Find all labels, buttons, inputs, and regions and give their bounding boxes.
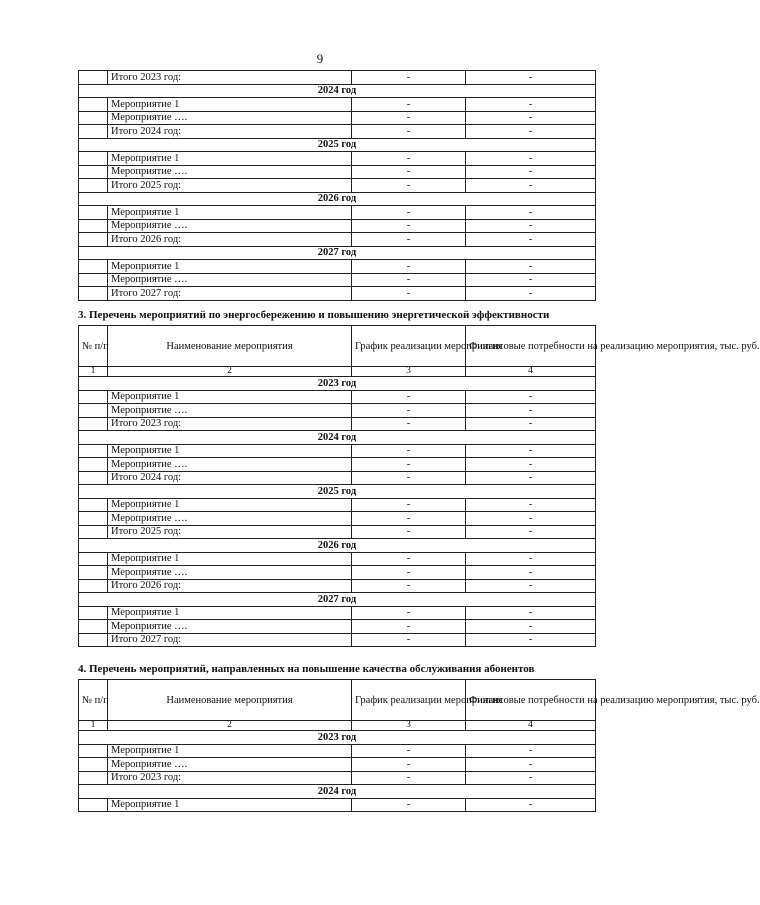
row-number-cell — [79, 233, 108, 247]
row-number-cell — [79, 125, 108, 139]
event-name: Мероприятие …. — [108, 273, 352, 287]
schedule-cell: - — [352, 771, 466, 785]
event-name: Мероприятие 1 — [108, 390, 352, 404]
table-row — [79, 512, 596, 526]
year-label: 2025 год — [79, 485, 596, 499]
row-number-cell — [79, 525, 108, 539]
table-row — [79, 111, 596, 125]
year-label: 2024 год — [79, 84, 596, 98]
schedule-cell: - — [352, 458, 466, 472]
schedule-cell: - — [352, 273, 466, 287]
year-row — [79, 192, 596, 206]
column-number: 2 — [108, 721, 352, 731]
column-number: 4 — [466, 721, 596, 731]
row-number-cell — [79, 458, 108, 472]
event-name: Мероприятие 1 — [108, 498, 352, 512]
table-row — [79, 390, 596, 404]
event-name: Мероприятие 1 — [108, 260, 352, 274]
row-number-cell — [79, 620, 108, 634]
finance-cell: - — [466, 219, 596, 233]
schedule-cell: - — [352, 111, 466, 125]
total-label: Итого 2023 год: — [108, 771, 352, 785]
finance-cell: - — [466, 525, 596, 539]
row-number-cell — [79, 71, 108, 85]
page-number: 9 — [316, 51, 324, 66]
schedule-cell: - — [352, 633, 466, 647]
finance-cell: - — [466, 98, 596, 112]
year-label: 2023 год — [79, 731, 596, 745]
table-row — [79, 552, 596, 566]
year-label: 2023 год — [79, 377, 596, 391]
column-number: 3 — [352, 721, 466, 731]
table-row — [79, 498, 596, 512]
year-row — [79, 485, 596, 499]
finance-cell: - — [466, 404, 596, 418]
row-number-cell — [79, 798, 108, 812]
year-label: 2024 год — [79, 785, 596, 799]
finance-cell: - — [466, 744, 596, 758]
finance-cell: - — [466, 233, 596, 247]
row-number-cell — [79, 471, 108, 485]
table-header-row — [79, 680, 596, 721]
schedule-cell: - — [352, 260, 466, 274]
row-number-cell — [79, 206, 108, 220]
event-name: Мероприятие 1 — [108, 798, 352, 812]
row-number-cell — [79, 579, 108, 593]
schedule-cell: - — [352, 798, 466, 812]
row-number-cell — [79, 771, 108, 785]
finance-cell: - — [466, 633, 596, 647]
finance-cell: - — [466, 444, 596, 458]
section-3-heading: 3. Перечень мероприятий по энергосбережению и повышению энергетической эффективности — [78, 309, 550, 321]
total-label: Итого 2023 год: — [108, 71, 352, 85]
table-row — [79, 606, 596, 620]
table-row — [79, 620, 596, 634]
table-row — [79, 260, 596, 274]
row-number-cell — [79, 417, 108, 431]
row-number-cell — [79, 152, 108, 166]
event-name: Мероприятие 1 — [108, 744, 352, 758]
schedule-cell: - — [352, 71, 466, 85]
header-number: № п/п — [79, 680, 108, 721]
finance-cell: - — [466, 606, 596, 620]
finance-cell: - — [466, 458, 596, 472]
finance-cell: - — [466, 579, 596, 593]
total-row — [79, 417, 596, 431]
column-number: 2 — [108, 367, 352, 377]
energy-saving-table — [78, 325, 760, 647]
row-number-cell — [79, 606, 108, 620]
finance-cell: - — [466, 111, 596, 125]
header-name: Наименование мероприятия — [108, 326, 352, 367]
row-number-cell — [79, 498, 108, 512]
schedule-cell: - — [352, 390, 466, 404]
finance-cell: - — [466, 771, 596, 785]
total-label: Итого 2027 год: — [108, 633, 352, 647]
row-number-cell — [79, 219, 108, 233]
table-row — [79, 152, 596, 166]
row-number-cell — [79, 273, 108, 287]
schedule-cell: - — [352, 98, 466, 112]
schedule-cell: - — [352, 152, 466, 166]
header-name: Наименование мероприятия — [108, 680, 352, 721]
event-name: Мероприятие …. — [108, 165, 352, 179]
total-label: Итого 2026 год: — [108, 233, 352, 247]
schedule-cell: - — [352, 287, 466, 301]
header-finance: Финансовые потребности на реализацию мероприятия, тыс. руб. — [466, 680, 596, 721]
column-number: 1 — [79, 721, 108, 731]
event-name: Мероприятие 1 — [108, 444, 352, 458]
year-label: 2024 год — [79, 431, 596, 445]
finance-cell: - — [466, 125, 596, 139]
row-number-cell — [79, 260, 108, 274]
row-number-cell — [79, 552, 108, 566]
finance-cell: - — [466, 566, 596, 580]
table-row — [79, 798, 596, 812]
table-row — [79, 273, 596, 287]
finance-cell: - — [466, 165, 596, 179]
table-row — [79, 566, 596, 580]
schedule-cell: - — [352, 552, 466, 566]
finance-cell: - — [466, 390, 596, 404]
row-number-cell — [79, 165, 108, 179]
header-number: № п/п — [79, 326, 108, 367]
table-header-row — [79, 326, 596, 367]
event-name: Мероприятие …. — [108, 404, 352, 418]
year-label: 2025 год — [79, 138, 596, 152]
total-label: Итого 2026 год: — [108, 579, 352, 593]
total-label: Итого 2027 год: — [108, 287, 352, 301]
schedule-cell: - — [352, 417, 466, 431]
schedule-cell: - — [352, 219, 466, 233]
table-row — [79, 98, 596, 112]
total-row — [79, 71, 596, 85]
row-number-cell — [79, 287, 108, 301]
year-row — [79, 138, 596, 152]
row-number-cell — [79, 404, 108, 418]
year-row — [79, 431, 596, 445]
row-number-cell — [79, 444, 108, 458]
event-name: Мероприятие 1 — [108, 98, 352, 112]
finance-cell: - — [466, 471, 596, 485]
row-number-cell — [79, 744, 108, 758]
year-label: 2027 год — [79, 593, 596, 607]
finance-cell: - — [466, 179, 596, 193]
total-label: Итого 2025 год: — [108, 179, 352, 193]
year-label: 2026 год — [79, 539, 596, 553]
row-number-cell — [79, 758, 108, 772]
event-name: Мероприятие …. — [108, 458, 352, 472]
column-number-row — [79, 721, 596, 731]
year-row — [79, 785, 596, 799]
year-row — [79, 84, 596, 98]
finance-cell: - — [466, 287, 596, 301]
schedule-cell: - — [352, 525, 466, 539]
schedule-cell: - — [352, 579, 466, 593]
event-name: Мероприятие 1 — [108, 152, 352, 166]
total-row — [79, 471, 596, 485]
row-number-cell — [79, 111, 108, 125]
column-number: 3 — [352, 367, 466, 377]
header-schedule: График реализации мероприятия — [352, 680, 466, 721]
total-row — [79, 287, 596, 301]
row-number-cell — [79, 512, 108, 526]
finance-cell: - — [466, 260, 596, 274]
schedule-cell: - — [352, 758, 466, 772]
event-name: Мероприятие 1 — [108, 206, 352, 220]
finance-cell: - — [466, 71, 596, 85]
total-row — [79, 233, 596, 247]
total-label: Итого 2024 год: — [108, 471, 352, 485]
column-number: 4 — [466, 367, 596, 377]
schedule-cell: - — [352, 498, 466, 512]
schedule-cell: - — [352, 512, 466, 526]
schedule-cell: - — [352, 125, 466, 139]
header-schedule: График реализации мероприятия — [352, 326, 466, 367]
total-row — [79, 179, 596, 193]
schedule-cell: - — [352, 165, 466, 179]
finance-cell: - — [466, 273, 596, 287]
finance-cell: - — [466, 152, 596, 166]
column-number: 1 — [79, 367, 108, 377]
finance-cell: - — [466, 417, 596, 431]
total-label: Итого 2023 год: — [108, 417, 352, 431]
schedule-cell: - — [352, 566, 466, 580]
finance-cell: - — [466, 498, 596, 512]
schedule-cell: - — [352, 744, 466, 758]
schedule-cell: - — [352, 620, 466, 634]
table-row — [79, 458, 596, 472]
total-row — [79, 579, 596, 593]
event-name: Мероприятие …. — [108, 620, 352, 634]
schedule-cell: - — [352, 444, 466, 458]
finance-cell: - — [466, 512, 596, 526]
customer-service-table — [78, 679, 760, 812]
table-row — [79, 165, 596, 179]
event-name: Мероприятие 1 — [108, 606, 352, 620]
table-row — [79, 444, 596, 458]
table-row — [79, 404, 596, 418]
finance-cell: - — [466, 798, 596, 812]
column-number-row — [79, 367, 596, 377]
year-row — [79, 246, 596, 260]
event-name: Мероприятие …. — [108, 219, 352, 233]
schedule-cell: - — [352, 233, 466, 247]
total-row — [79, 633, 596, 647]
total-label: Итого 2025 год: — [108, 525, 352, 539]
finance-cell: - — [466, 552, 596, 566]
year-row — [79, 377, 596, 391]
row-number-cell — [79, 98, 108, 112]
year-label: 2026 год — [79, 192, 596, 206]
events-table-continued — [78, 70, 596, 301]
event-name: Мероприятие …. — [108, 758, 352, 772]
total-row — [79, 525, 596, 539]
total-row — [79, 125, 596, 139]
schedule-cell: - — [352, 179, 466, 193]
row-number-cell — [79, 566, 108, 580]
row-number-cell — [79, 179, 108, 193]
event-name: Мероприятие …. — [108, 566, 352, 580]
event-name: Мероприятие …. — [108, 111, 352, 125]
row-number-cell — [79, 633, 108, 647]
total-label: Итого 2024 год: — [108, 125, 352, 139]
table-row — [79, 758, 596, 772]
event-name: Мероприятие …. — [108, 512, 352, 526]
finance-cell: - — [466, 206, 596, 220]
schedule-cell: - — [352, 606, 466, 620]
table-row — [79, 206, 596, 220]
year-row — [79, 539, 596, 553]
row-number-cell — [79, 390, 108, 404]
finance-cell: - — [466, 758, 596, 772]
section-4-heading: 4. Перечень мероприятий, направленных на повышение качества обслуживания абонентов — [78, 663, 535, 675]
schedule-cell: - — [352, 206, 466, 220]
table-row — [79, 219, 596, 233]
schedule-cell: - — [352, 471, 466, 485]
header-finance: Финансовые потребности на реализацию мероприятия, тыс. руб. — [466, 326, 596, 367]
year-label: 2027 год — [79, 246, 596, 260]
total-row — [79, 771, 596, 785]
event-name: Мероприятие 1 — [108, 552, 352, 566]
year-row — [79, 731, 596, 745]
year-row — [79, 593, 596, 607]
finance-cell: - — [466, 620, 596, 634]
table-row — [79, 744, 596, 758]
schedule-cell: - — [352, 404, 466, 418]
